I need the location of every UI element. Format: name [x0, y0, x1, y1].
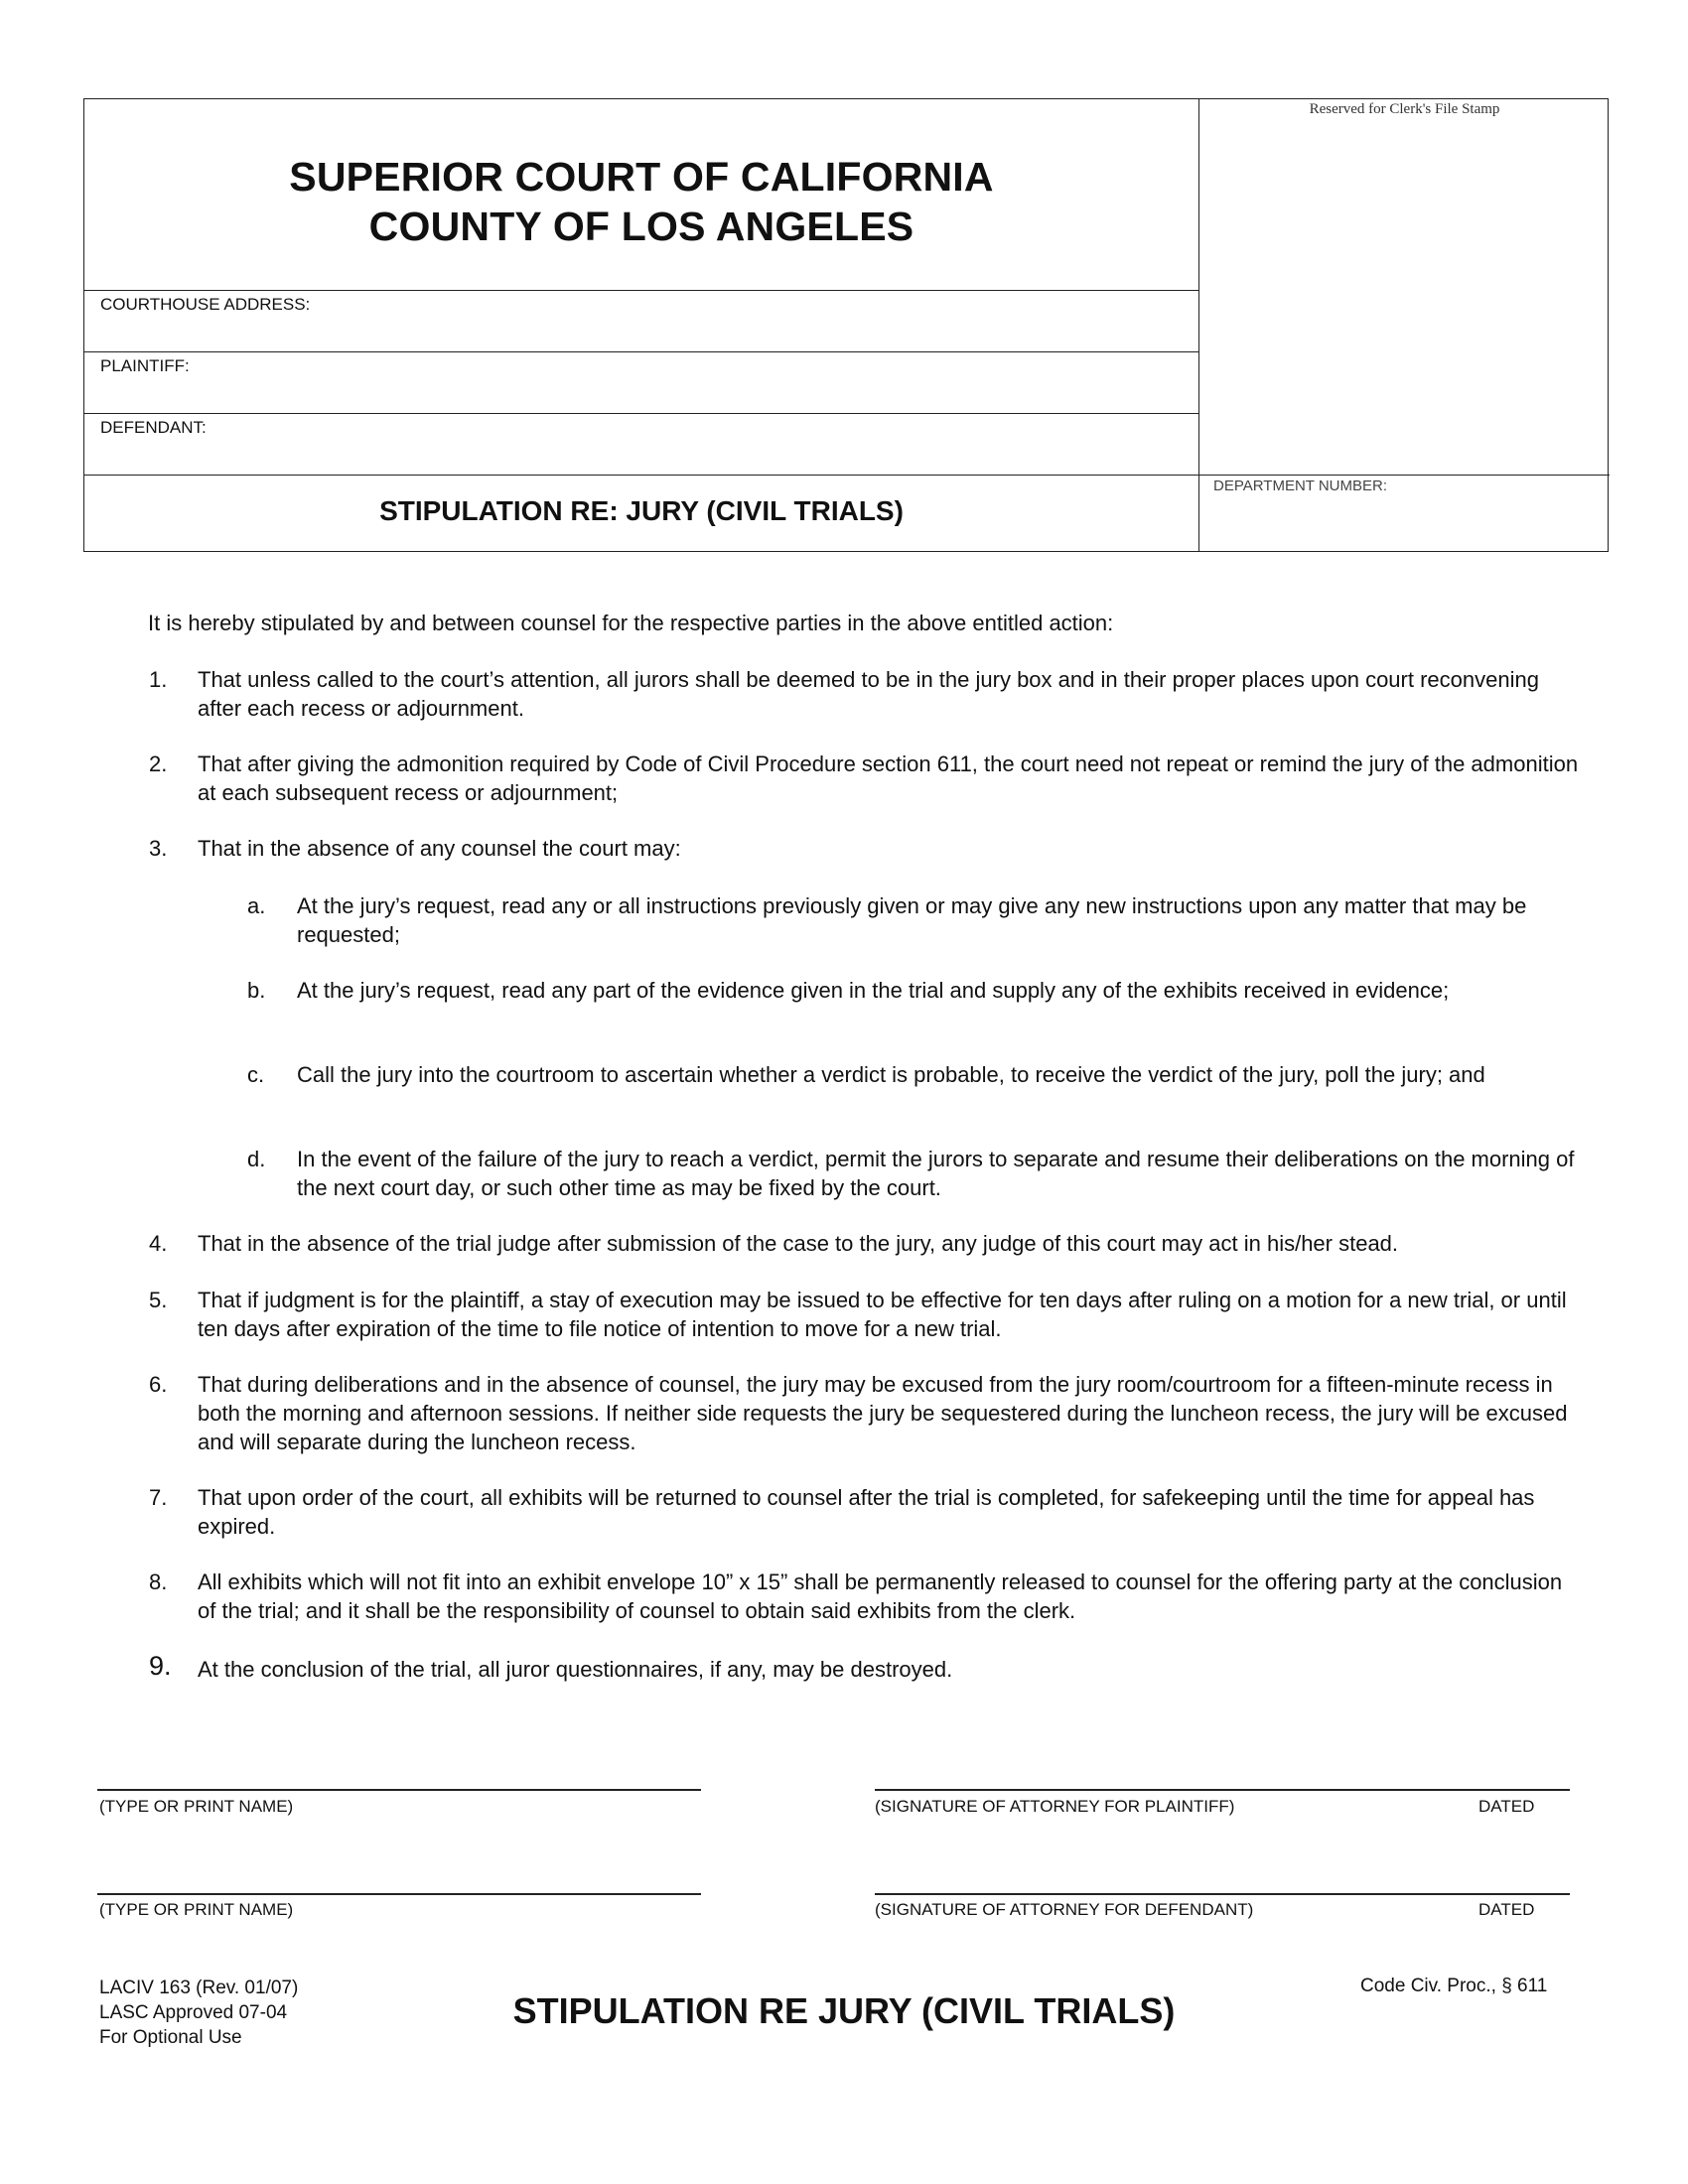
dated-label-1: DATED: [1478, 1797, 1535, 1816]
item-text: That unless called to the court’s attention, all jurors shall be deemed to be in the jury box and in their proper places upon court reconvening after each recess or adjournment.: [198, 667, 1539, 721]
courthouse-address-field[interactable]: [84, 291, 1198, 352]
document-title-cell: [84, 476, 1198, 553]
code-reference: Code Civ. Proc., § 611: [1360, 1976, 1548, 1996]
subitem-text: Call the jury into the courtroom to ascertain whether a verdict is probable, to receive the verdict of the jury, poll the jury; and: [297, 1062, 1485, 1087]
courthouse-address-label: COURTHOUSE ADDRESS:: [100, 295, 311, 314]
item-text: That after giving the admonition required by Code of Civil Procedure section 611, the court need not repeat or remind the jury of the admonition at each subsequent recess or adjournment;: [198, 751, 1579, 805]
court-name-line1: SUPERIOR COURT OF CALIFORNIA: [289, 154, 994, 200]
defendant-field[interactable]: [84, 414, 1198, 476]
print-name-label-1: (TYPE OR PRINT NAME): [99, 1797, 294, 1816]
print-name-label-2: (TYPE OR PRINT NAME): [99, 1900, 294, 1919]
optional-use-note: For Optional Use: [99, 2027, 242, 2048]
subitem-text: At the jury’s request, read any or all instructions previously given or may give any new instructions upon any matter that may be requested;: [297, 893, 1527, 947]
dated-label-2: DATED: [1478, 1900, 1535, 1919]
court-name-line2: COUNTY OF LOS ANGELES: [368, 204, 914, 249]
item-text: That in the absence of any counsel the court may:: [198, 836, 681, 861]
item-number: 3.: [149, 836, 168, 861]
approval-note: LASC Approved 07-04: [99, 2002, 288, 2023]
print-name-line-1[interactable]: [97, 1789, 701, 1791]
item-number: 6.: [149, 1372, 168, 1397]
caption-box: [83, 98, 1609, 552]
plaintiff-label: PLAINTIFF:: [100, 356, 190, 375]
item-number: 8.: [149, 1570, 168, 1594]
form-number: LACIV 163 (Rev. 01/07): [99, 1978, 299, 1998]
plaintiff-signature-label: (SIGNATURE OF ATTORNEY FOR PLAINTIFF): [875, 1797, 1235, 1816]
item-number: 5.: [149, 1288, 168, 1312]
plaintiff-field[interactable]: [84, 352, 1198, 414]
document-title: STIPULATION RE: JURY (CIVIL TRIALS): [379, 495, 904, 526]
item-text: That upon order of the court, all exhibits will be returned to counsel after the trial is completed, for safekeeping until the time for appeal has expired.: [198, 1485, 1535, 1539]
item-number: 9.: [149, 1651, 172, 1681]
item-number: 1.: [149, 667, 168, 692]
clerk-file-stamp-area: [1199, 99, 1610, 476]
caption-right-column: [1199, 99, 1610, 551]
footer-title: STIPULATION RE JURY (CIVIL TRIALS): [512, 1990, 1176, 2031]
defendant-label: DEFENDANT:: [100, 418, 207, 437]
department-number-label: DEPARTMENT NUMBER:: [1213, 478, 1388, 494]
subitem-letter: d.: [247, 1147, 266, 1171]
item-number: 2.: [149, 751, 168, 776]
item-number: 4.: [149, 1231, 168, 1256]
caption-left-column: [84, 99, 1199, 551]
subitem-letter: c.: [247, 1062, 265, 1087]
item-text: All exhibits which will not fit into an exhibit envelope 10” x 15” shall be permanently released to counsel for the offering party at the conclusion of the trial; and it shall be the responsibility of counsel to obtain said exhibits from the clerk.: [198, 1570, 1563, 1623]
item-text: That in the absence of the trial judge after submission of the case to the jury, any judge of this court may act in his/her stead.: [198, 1231, 1399, 1256]
stipulation-intro: It is hereby stipulated by and between counsel for the respective parties in the above entitled action:: [148, 611, 1114, 635]
subitem-text: In the event of the failure of the jury to reach a verdict, permit the jurors to separate and resume their deliberations on the morning of the next court day, or such other time as may be fixed by the court.: [297, 1147, 1575, 1200]
item-text: That during deliberations and in the absence of counsel, the jury may be excused from the jury room/courtroom for a fifteen-minute recess in both the morning and afternoon sessions. If neither side requests the jury be sequestered during the luncheon recess, the jury will be excused and will separate during the luncheon recess.: [198, 1372, 1568, 1454]
item-text: That if judgment is for the plaintiff, a stay of execution may be issued to be effective for ten days after ruling on a motion for a new trial, or until ten days after expiration of the time to file notice of intention to move for a new trial.: [198, 1288, 1567, 1341]
item-number: 7.: [149, 1485, 168, 1510]
plaintiff-signature-line[interactable]: [875, 1789, 1570, 1791]
print-name-line-2[interactable]: [97, 1893, 701, 1895]
item-text: At the conclusion of the trial, all juror questionnaires, if any, may be destroyed.: [198, 1657, 953, 1682]
clerk-file-stamp-label: Reserved for Clerk's File Stamp: [1309, 101, 1500, 117]
defendant-signature-line[interactable]: [875, 1893, 1570, 1895]
court-name-block: [84, 99, 1198, 291]
subitem-text: At the jury’s request, read any part of the evidence given in the trial and supply any of the exhibits received in evidence;: [297, 978, 1450, 1003]
subitem-letter: a.: [247, 893, 266, 918]
subitem-letter: b.: [247, 978, 266, 1003]
defendant-signature-label: (SIGNATURE OF ATTORNEY FOR DEFENDANT): [875, 1900, 1254, 1919]
